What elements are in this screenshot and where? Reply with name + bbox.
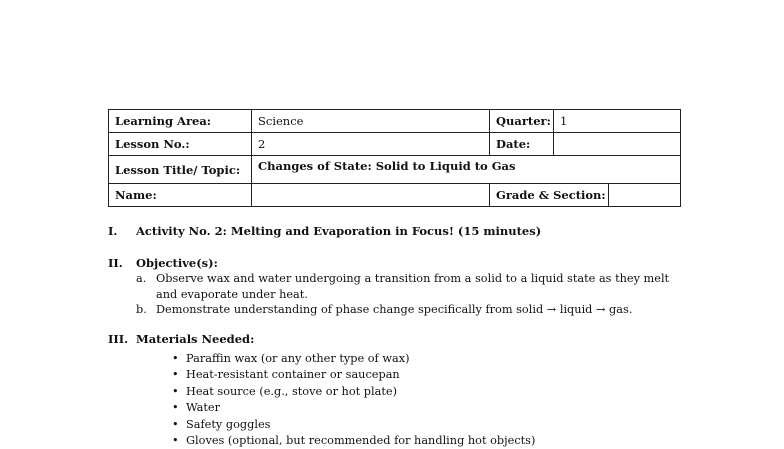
name-value [252,184,490,207]
list-item [172,400,535,416]
activity-title: Activity No. 2: Melting and Evaporation in Focus! (15 minutes) [136,224,542,238]
list-item [172,351,535,367]
materials-list [172,351,535,449]
grade-section-label: Grade & Section: [490,184,609,207]
learning-area-label: Learning Area: [109,110,252,133]
objective-text-line2: and evaporate under heat. [156,288,308,301]
section-number: II. [108,256,123,270]
learning-area-value: Science [252,110,490,133]
lesson-title-value: Changes of State: Solid to Liquid to Gas [252,156,681,184]
objective-text-line1: Observe wax and water undergoing a transition from a solid to a liquid state as they melt [156,272,670,285]
material-text: Heat-resistant container or saucepan [186,368,400,382]
objectives-title: Objective(s): [136,256,218,270]
objective-text-line1: Demonstrate understanding of phase change specifically from solid → liquid → gas. [156,303,633,316]
bullet-icon: • [172,417,179,431]
name-label: Name: [109,184,252,207]
objective-letter: b. [136,303,147,316]
bullet-icon: • [172,434,179,448]
list-item [172,417,535,433]
material-text: Gloves (optional, but recommended for handling hot objects) [186,434,536,448]
list-item [172,367,535,383]
material-text: Heat source (e.g., stove or hot plate) [186,384,397,398]
objective-letter: a. [136,272,147,285]
list-item [172,384,535,400]
quarter-label: Quarter: [490,110,554,133]
bullet-icon: • [172,368,179,382]
section-number: III. [108,332,129,346]
materials-title: Materials Needed: [136,332,255,346]
date-value [554,133,681,156]
date-label: Date: [490,133,554,156]
material-text: Paraffin wax (or any other type of wax) [186,352,410,365]
quarter-value: 1 [554,110,681,133]
lesson-no-value: 2 [252,133,490,156]
section-number: I. [108,224,118,238]
bullet-icon: • [172,384,179,398]
material-text: Water [186,401,220,415]
material-text: Safety goggles [186,417,271,431]
grade-section-value [609,184,681,207]
bullet-icon: • [172,352,179,365]
lesson-title-label: Lesson Title/ Topic: [109,156,252,184]
list-item [172,433,535,449]
bullet-icon: • [172,401,179,415]
lesson-no-label: Lesson No.: [109,133,252,156]
lesson-header-table [108,109,681,207]
